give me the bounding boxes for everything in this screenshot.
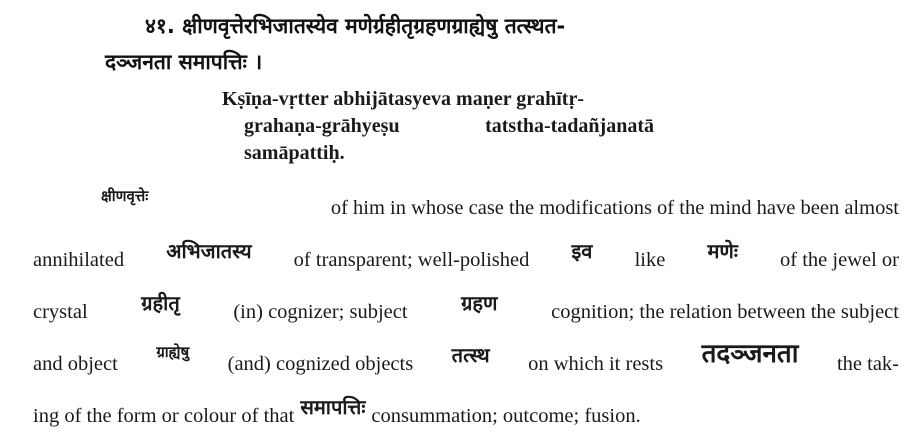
term-grahitr: ग्रहीतृ [141, 291, 180, 315]
gloss-text: of the jewel or [780, 249, 899, 271]
gloss-text: ing of the form or colour of that [33, 405, 295, 427]
term-maneh: मणेः [707, 239, 738, 263]
gloss-text: crystal [33, 301, 88, 323]
sutra-number: ४१. [145, 14, 175, 38]
transliteration-word-tatstha: tatstha-tadañjanatā [485, 115, 654, 137]
term-abhijatasya: अभिजातस्य [166, 239, 252, 263]
gloss-text: consummation; outcome; fusion. [371, 405, 641, 427]
gloss-text: cognition; the relation between the subject [551, 301, 899, 323]
glossary-line-1 [33, 184, 899, 220]
term-tatstha: तत्स्थ [451, 343, 490, 367]
gloss-text: of him in whose case the modifications of the mind have been almost [330, 197, 899, 219]
term-grahana: ग्रहण [461, 291, 498, 315]
glossary-paragraph [33, 184, 899, 428]
gloss-text: the tak- [836, 353, 899, 375]
gloss-text: annihilated [33, 249, 125, 271]
transliteration [222, 86, 682, 167]
transliteration-word-grahana: grahaṇa-grāhyeṣu [244, 115, 400, 137]
transliteration-line-1: Kṣīṇa-vṛtter abhijātasyeva maṇer grahītṛ- [222, 88, 584, 110]
term-samapattih: समापत्तिः [300, 395, 366, 419]
transliteration-line-2 [222, 113, 654, 140]
glossary-line-2 [33, 220, 899, 272]
gloss-text: (in) cognizer; subject [233, 301, 408, 323]
term-iva: इव [571, 239, 593, 263]
glossary-line-4 [33, 324, 899, 376]
term-kshinavrtteh: क्षीणवृत्तेः [101, 187, 149, 205]
sutra-text [105, 8, 885, 80]
term-grahyeshu: ग्राह्येषु [156, 343, 190, 361]
transliteration-line-3: samāpattiḥ. [244, 142, 345, 164]
glossary-line-3 [33, 272, 899, 324]
glossary-line-5 [33, 376, 899, 428]
sutra-line-1-text: क्षीणवृत्तेरभिजातस्येव मणेर्ग्रहीतृग्रहणग्राह्येषु तत्स्थत- [182, 14, 566, 38]
gloss-text: on which it rests [528, 353, 664, 375]
term-tadanjanata: तदञ्जनता [701, 339, 799, 369]
gloss-text: (and) cognized objects [227, 353, 414, 375]
gloss-text: and object [33, 353, 118, 375]
sutra-line-1 [105, 8, 885, 44]
gloss-text: of transparent; well-polished [293, 249, 530, 271]
gloss-text: like [634, 249, 666, 271]
sutra-line-2: दञ्जनता समापत्तिः । [105, 50, 263, 74]
